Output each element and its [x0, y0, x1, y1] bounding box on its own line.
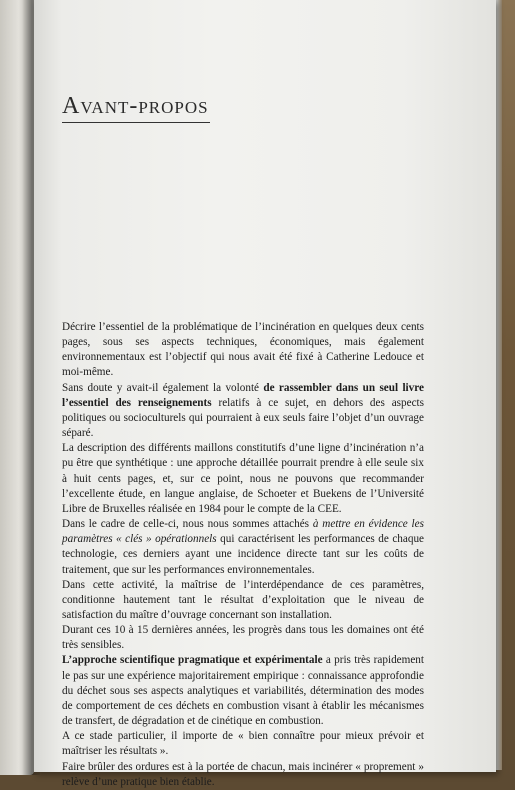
- page-heading: Avant-propos: [62, 93, 209, 119]
- text-run: Dans le cadre de celle-ci, nous nous sommes attachés: [62, 518, 313, 531]
- paragraph: [62, 578, 424, 623]
- text-run: a pris très rapidement le pas sur une expérience majoritairement empirique : connaissance approfondie du déchet sous ses aspects analytiques et variabilités, détermination des modes de comportement de ces déchets en combustion visant à établir les mécanismes de transfert, de dégradation et de cinétique en combustion.: [62, 654, 424, 728]
- text-run: Dans cette activité, la maîtrise de l’interdépendance de ces paramètres, conditionne hautement tant le résultat d’exploitation que le niveau de satisfaction du maître d’ouvrage concernant son installation.: [62, 578, 424, 621]
- heading-underline: [62, 122, 210, 123]
- paragraph: [62, 760, 424, 790]
- paragraph: [62, 729, 424, 759]
- text-run: qui caractérisent les performances de chaque technologie, ces derniers ayant une incidence directe tant sur les coûts de traitement, que sur les performances environnementales.: [62, 533, 424, 576]
- text-run: relatifs à ce sujet, en dehors des aspects politiques ou socioculturels qui pourraient à eux seuls faire l’objet d’un ouvrage séparé.: [62, 396, 425, 440]
- paragraph: [62, 320, 424, 381]
- bold-run: L’approche scientifique pragmatique et expérimentale: [62, 654, 323, 667]
- text-run: Durant ces 10 à 15 dernières années, les progrès dans tous les domaines ont été très sensibles.: [62, 624, 424, 652]
- italic-run: à mettre en évidence les paramètres « clés » opérationnels: [62, 518, 424, 546]
- text-run: Sans doute y avait-il également la volonté: [62, 381, 264, 394]
- text-run: A ce stade particulier, il importe de « bien connaître pour mieux prévoir et maîtriser les résultats ».: [62, 730, 424, 758]
- text-run: La description des différents maillons constitutifs d’une ligne d’incinération n’a pu être que synthétique : une approche détaillée pourrait prendre à elle seule six à huit cents pages, et, sur ce point, nous ne pouvons que recommander l’excellente étude, en langue anglaise, de Schoeter et Buekens de l’Université Libre de Bruxelles réalisée en 1984 pour le compte de la CEE.: [62, 442, 424, 515]
- bold-run: de rassembler dans un seul livre l’essentiel des renseignements: [62, 381, 424, 409]
- paragraph: [62, 653, 424, 729]
- paragraph: [62, 381, 424, 442]
- paragraph: [62, 623, 424, 653]
- text-run: Décrire l’essentiel de la problématique de l’incinération en quelques deux cents pages, sous ses aspects techniques, économiques, mais également environnementaux est l’objectif qui nous avait été fixé à Catherine Ledouce et moi-même.: [62, 321, 424, 379]
- text-run: Faire brûler des ordures est à la portée de chacun, mais incinérer « proprement » relève d’une pratique bien établie.: [62, 760, 424, 788]
- paragraph: [62, 441, 424, 517]
- body-text: [62, 320, 424, 790]
- paragraph: [62, 517, 424, 578]
